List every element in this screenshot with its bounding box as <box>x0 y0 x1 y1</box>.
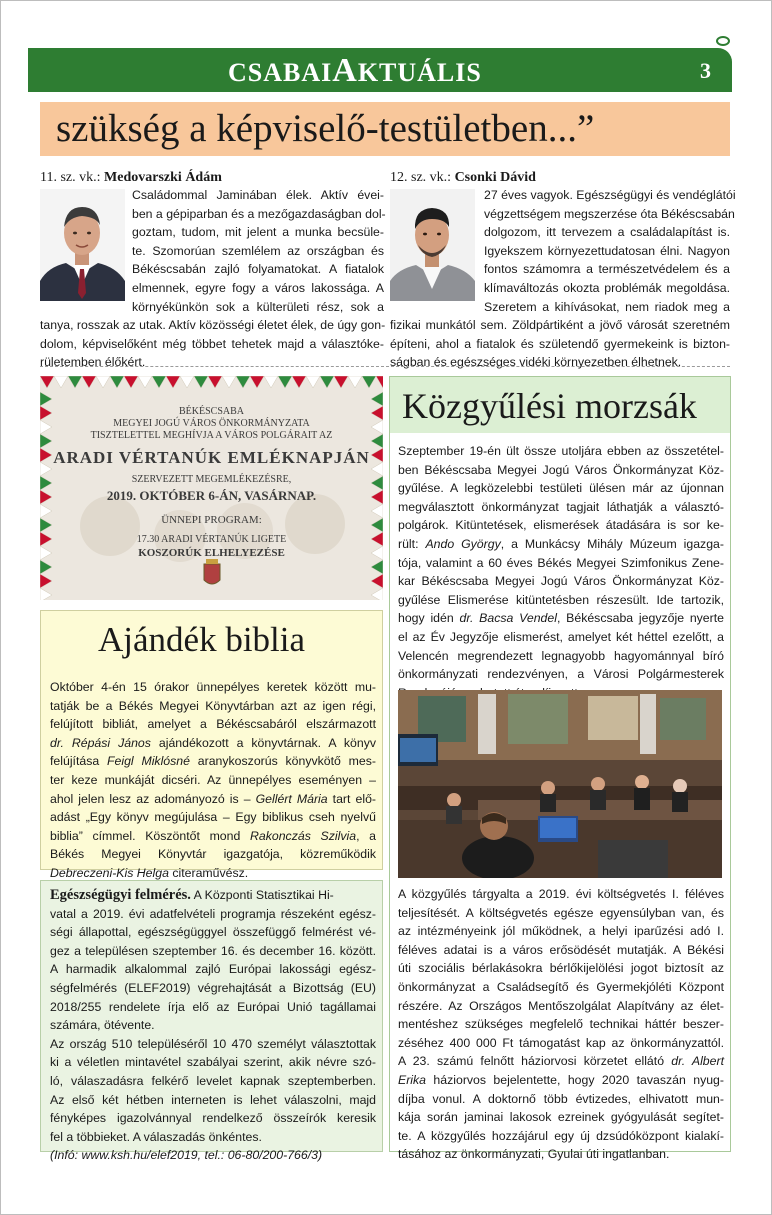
text-segment: biblia” címmel. Köszöntőt mond <box>50 828 251 843</box>
assembly-text-line <box>398 479 724 498</box>
assembly-text-line <box>398 1015 724 1034</box>
bible-text-line <box>50 715 376 734</box>
text-segment: , a Munkácsy Mihály Múzeum igazga- <box>500 536 724 551</box>
brand-big-rest: KTUÁLIS <box>357 58 482 87</box>
assembly-text-line <box>398 1052 724 1071</box>
bible-text-line <box>50 697 376 716</box>
text-segment: tója, valamint a 60 éves Békés Megyei Szimfonikus Zene- <box>398 555 724 570</box>
assembly-title: Közgyűlési morzsák <box>402 386 697 426</box>
survey-text-line: ló, válaszadásra felkérő levelet kapnak szeptemberben. <box>50 1073 376 1088</box>
text-segment: kar Békéscsaba Megyei Jogú Város Önkormányzat Köz- <box>398 574 724 589</box>
flag-triangle <box>82 376 96 388</box>
flag-triangle <box>40 574 52 588</box>
text-segment: aranykoszorús könyvkötő mes- <box>189 754 376 769</box>
flag-triangle <box>138 376 152 388</box>
flag-triangle <box>166 376 180 388</box>
person-name: Feigl Miklósné <box>107 754 190 769</box>
person-name: Gellért Mária <box>255 791 328 806</box>
survey-text-line: A harmadik alkalommal zajló Európai lakossági egész- <box>50 962 376 977</box>
candidate-2-bio-side <box>484 186 736 316</box>
assembly-text-bottom <box>398 885 724 1164</box>
bible-text-line <box>50 678 376 697</box>
bible-text-line <box>50 790 376 809</box>
assembly-text-line <box>398 609 724 628</box>
flag-triangle <box>292 376 306 388</box>
assembly-text-line <box>398 904 724 923</box>
text-segment: ben Békéscsaba Megyei Jogú Város Önkormányzat Köz- <box>398 462 724 477</box>
candidate-1-bio-line: tanya, rosszak az utak. Aktív közösségi életet élek, de úgy gon- <box>40 318 386 332</box>
section-divider <box>40 366 730 367</box>
person-name: Ando György <box>425 536 501 551</box>
flag-triangle <box>250 376 264 388</box>
flag-triangle <box>371 560 383 574</box>
invitation-date: 2019. OKTÓBER 6-ÁN, VASÁRNAP. <box>106 488 317 503</box>
survey-text-line: gez a településen szeptember 16. és december 16. között. <box>50 943 376 958</box>
text-segment: díjba vonul. A doktornő több évtizedes, elhivatott mun- <box>398 1091 724 1106</box>
candidate-2-bio-full <box>390 316 730 372</box>
text-segment: , a <box>356 828 376 843</box>
text-segment: teljesítését. A költségvetés egésze egyensúlyban van, és <box>398 905 724 920</box>
assembly-text-line <box>398 1090 724 1109</box>
text-segment: tart elő- <box>327 791 377 806</box>
flag-triangle <box>264 376 278 388</box>
invitation-program-label: ÜNNEPI PROGRAM: <box>161 514 262 526</box>
flag-triangle <box>371 574 383 588</box>
invitation-line4: SZERVEZETT MEGEMLÉKEZÉSRE, <box>131 474 292 485</box>
flag-triangle <box>96 376 110 388</box>
text-segment: féléves adatai is a város erősödését mutatják. A Békési <box>398 942 724 957</box>
invitation-line1: BÉKÉSCSABA <box>178 406 244 417</box>
text-segment: megválasztott önkormányzat tagjait láthatják a választó- <box>398 499 724 514</box>
candidate-2-bio-line: végzettségem megszerzése óta Békéscsabán <box>484 206 735 221</box>
text-segment: ter keze munkáját dicséri. Az ünnepélyes eseményen – <box>50 772 376 787</box>
flag-triangle <box>40 560 52 574</box>
assembly-text-line <box>398 535 724 554</box>
survey-text-line: 2018/255 rendelete írja elő az Európai Unió tagállamai <box>50 999 376 1014</box>
survey-text-line: ségi állapottal, egészségüggyel összefüggő felmérést vé- <box>50 925 376 940</box>
flag-triangle <box>124 376 138 388</box>
flag-triangle <box>236 376 250 388</box>
candidate-1-bio-side <box>132 186 384 316</box>
assembly-text-line <box>398 1145 724 1164</box>
flag-triangle <box>376 376 383 388</box>
candidate-1-bio-line: goztam, tudom, mit jelent a munka becsüle- <box>132 225 384 240</box>
bible-text <box>50 678 376 883</box>
flag-triangle <box>40 376 54 388</box>
invitation-line3: TISZTELETTEL MEGHÍVJA A VÁROS POLGÁRAIT AZ <box>90 430 333 441</box>
text-segment: Velencén megrendezett legnagyobb hagyománnyal bíró <box>398 648 724 663</box>
text-segment: , Békéscsaba jegyzője nyerte <box>556 611 724 626</box>
flag-triangle <box>40 588 52 600</box>
candidate-2-bio-line: Szeretem a kihívásokat, nem riadok meg a <box>484 299 730 314</box>
assembly-text-line <box>398 1108 724 1127</box>
text-segment: polgárok. Kitüntetések, elismerések átadására is sor ke- <box>398 518 724 533</box>
candidate-1-bio-line: dolom, képviselőként még többet tehetek majd a választóke- <box>40 336 384 351</box>
text-segment: A közgyűlés tárgyalta a 2019. évi költségvetés I. féléves <box>398 887 724 901</box>
invitation-line2: MEGYEI JOGÚ VÁROS ÖNKORMÁNYZATA <box>113 418 310 429</box>
invitation-title: ARADI VÉRTANÚK EMLÉKNAPJÁN <box>53 448 370 467</box>
person-name: Debreczeni-Kis Helga <box>50 865 169 880</box>
text-segment: tatják be a Békés Megyei Könyvtárban azt az igen régi, <box>50 698 376 713</box>
candidate-2-bio-line: fontos számomra a természetvédelem és a <box>484 262 730 277</box>
survey-text-line: ségfelmérés (ELEF2019) végrehajtását a Bizottság (EU) <box>50 980 376 995</box>
candidate-1-label <box>40 170 222 186</box>
candidate-1-name: Medovarszki Ádám <box>104 170 222 185</box>
assembly-text-line <box>398 978 724 997</box>
assembly-text-line <box>398 498 724 517</box>
assembly-text-line <box>398 554 724 573</box>
flag-triangle <box>278 376 292 388</box>
page-number: 3 <box>700 58 711 83</box>
flag-triangle <box>54 376 68 388</box>
candidate-1-bio-line: elmennek, egyre fogy a város lakossága. A <box>132 280 384 295</box>
assembly-text-line <box>398 959 724 978</box>
bible-text-line <box>50 845 376 864</box>
person-name: dr. Répási János <box>50 735 151 750</box>
candidate-1-bio-line: Családommal Jaminában élek. Aktív évei- <box>132 188 384 202</box>
assembly-text-line <box>398 997 724 1016</box>
flag-triangle <box>334 376 348 388</box>
brand-big-initial: A <box>332 52 358 89</box>
bible-text-line <box>50 734 376 753</box>
flag-triangle <box>362 376 376 388</box>
flag-triangle <box>180 376 194 388</box>
assembly-text-line <box>398 1127 724 1146</box>
assembly-text-line <box>398 922 724 941</box>
flag-triangle <box>68 376 82 388</box>
survey-body <box>50 905 376 1147</box>
assembly-text-line <box>398 941 724 960</box>
brand-small: CSABAI <box>228 58 333 87</box>
candidate-1-bio-line: környékünkön sok a külterületi rész, sok a <box>132 299 384 314</box>
flag-triangle <box>152 376 166 388</box>
text-segment: adást „Egy könyv megújulása – Egy biblikus cseh nyelvű <box>50 810 376 825</box>
bible-text-line <box>50 808 376 827</box>
text-segment: az intézményeink jól működnek, a helyi iparűzési adó I. <box>398 924 724 939</box>
assembly-text-line <box>398 1071 724 1090</box>
assembly-text-line <box>398 442 724 461</box>
flag-triangle <box>320 376 334 388</box>
survey-text-line: vatal a 2019. évi adatfelvételi programja részeként egész- <box>50 906 376 921</box>
text-segment: citeraművész. <box>168 865 249 880</box>
candidate-1-portrait <box>40 189 125 301</box>
person-name: Rakonczás Szilvia <box>250 828 357 843</box>
candidate-1-bio-line: ben a gépiparban és a mezőgazdaságban dol- <box>132 206 386 221</box>
masthead-title <box>228 52 482 90</box>
flag-triangle <box>40 392 52 406</box>
text-segment: felújított bibliát, amelyet a Békéscsabáról elszármazott <box>50 717 376 732</box>
assembly-text-line <box>398 591 724 610</box>
candidate-2-bio-line: építeni, ahol a fiatalok és születendő gyermekeink is bizton- <box>390 336 730 351</box>
assembly-text-line <box>398 885 724 904</box>
survey-text-line: fel a többieket. A válaszadás önkéntes. <box>50 1129 262 1144</box>
text-segment: A 23. számú felnőtt háziorvosi körzetet ellátó <box>398 1054 672 1069</box>
text-segment: önkormányzati rendezvényen, a Városi Polgármesterek <box>398 667 724 682</box>
candidate-2-bio-line: dolgozom, itt tervezem a családalapítást is. <box>484 225 730 240</box>
flag-triangle <box>348 376 362 388</box>
assembly-text-line <box>398 665 724 684</box>
candidate-1-bio-full <box>40 316 384 372</box>
flag-triangle <box>208 376 222 388</box>
survey-text-line: Az ország 510 településéről 10 470 személyt választottak <box>50 1036 376 1051</box>
text-segment: el az Év Jegyzője elismerést, amelyet két héttel ezelőtt, a <box>398 629 724 644</box>
candidate-2-bio-line: Igyekszem környezettudatosan élni. Nagyon <box>484 243 730 258</box>
text-segment: Békés Megyei Könyvtár igazgatója, közreműködik <box>50 847 376 862</box>
text-segment: zéséhez 400 000 Ft támogatást kap az önkormányzattól. <box>398 1035 724 1050</box>
survey-text <box>50 886 376 1165</box>
survey-text-line: ki a véletlen mintavétel szabályai szerint, akik névre szó- <box>50 1055 376 1070</box>
bible-title: Ajándék biblia <box>98 620 306 659</box>
assembly-text-line <box>398 628 724 647</box>
text-segment: felújítása <box>50 754 108 769</box>
invitation-program-item: 17.30 ARADI VÉRTANÚK LIGETE <box>136 534 287 545</box>
person-name: Erika <box>398 1072 427 1087</box>
candidate-2-bio-line: 27 éves vagyok. Egészségügyi és vendéglátói <box>484 188 736 202</box>
assembly-text-line <box>398 516 724 535</box>
assembly-text-line <box>398 461 724 480</box>
candidate-2-district: 12. sz. vk.: <box>390 170 452 185</box>
headline: szükség a képviselő-testületben...” <box>56 107 595 150</box>
survey-text-line: fényképes igazolvánnyal rendelkező összeírók keresik <box>50 1111 376 1126</box>
text-segment: te. A közgyűlés hozzájárul egy új dzsúdóközpont kialakí- <box>398 1128 724 1143</box>
candidate-1-bio-line: te. Szomorúan szemlélem az országban és <box>132 243 384 258</box>
invitation-program-event: KOSZORÚK ELHELYEZÉSE <box>138 547 285 559</box>
text-segment: Szeptember 19-én ült össze utoljára ebben az összetétel- <box>398 444 724 458</box>
text-segment: ahol jelen lesz az adományozó is – <box>50 791 256 806</box>
candidate-1-bio-line: Békéscsabán zajló folyamatokat. A fiatalok <box>132 262 384 277</box>
text-segment: önkormányzat a Családsegítő és Gyermekjóléti Központ <box>398 979 724 994</box>
flag-triangle <box>306 376 320 388</box>
text-segment: tásához az önkormányzati, Gyulai úti ingatlanban. <box>398 1147 670 1162</box>
text-segment: hogy idén <box>398 611 460 626</box>
candidate-2-bio-line: klímaváltozás okozta problémák megoldása. <box>484 280 730 295</box>
assembly-text-line <box>398 572 724 591</box>
text-segment: rült: <box>398 536 426 551</box>
bible-text-line <box>50 827 376 846</box>
assembly-text-top <box>398 442 724 702</box>
survey-title: Egészségügyi felmérés. <box>50 887 191 903</box>
text-segment: háziorvos bejelentette, hogy 2020 tavaszán nyug- <box>426 1072 724 1087</box>
bible-text-line <box>50 752 376 771</box>
invitation-poster <box>40 376 383 600</box>
survey-text-line: számára, ötévente. <box>50 1018 155 1033</box>
candidate-1-bio-line: rületemben élőkért. <box>40 355 146 370</box>
flag-triangle <box>222 376 236 388</box>
flag-triangle <box>194 376 208 388</box>
survey-text-line: Az első két hétben interneten is lehet válaszolni, majd <box>50 1092 376 1107</box>
candidate-1-district: 11. sz. vk.: <box>40 170 101 185</box>
text-segment: Október 4-én 15 órakor ünnepélyes keretek között mu- <box>50 680 376 694</box>
flag-triangle <box>371 588 383 600</box>
assembly-text-line <box>398 1034 724 1053</box>
survey-info: (Infó: www.ksh.hu/elef2019, tel.: 06-80/200-766/3) <box>50 1148 323 1163</box>
flag-triangle <box>371 392 383 406</box>
text-segment: mentéshez szükséges megfelelő technikai háttér beszer- <box>398 1017 724 1032</box>
text-segment: kája során jaminai lakosok ezreinek gyógyulását segítet- <box>398 1110 724 1125</box>
candidate-2-name: Csonki Dávid <box>454 170 536 185</box>
swirl-ornament-icon <box>716 36 730 46</box>
candidate-2-label <box>390 170 536 186</box>
assembly-text-line <box>398 647 724 666</box>
person-name: dr. Bacsa Vendel <box>459 611 557 626</box>
text-segment: úti szociális bérlakásokra bérlőkijelölési jogot biztosít az <box>398 961 724 976</box>
person-name: dr. Albert <box>671 1054 724 1069</box>
candidate-2-bio-line: ságban és egészséges vidéki környezetben élhetnek. <box>390 355 682 370</box>
text-segment: ajándékozott a könyvtárnak. A könyv <box>150 735 376 750</box>
bible-text-line <box>50 771 376 790</box>
assembly-meeting-photo <box>398 690 722 878</box>
text-segment: gyűlése Elismerése kitüntetésben részesült. Ide tartozik, <box>398 592 724 607</box>
survey-first-line: A Központi Statisztikai Hi- <box>190 888 334 902</box>
candidate-2-bio-line: fizikai munkától sem. Zöldpártiként a jövő városát szeretném <box>390 318 730 332</box>
flag-triangle <box>110 376 124 388</box>
text-segment: részére. Az Országos Mentőszolgálat Alapítvány az élet- <box>398 998 724 1013</box>
candidate-2-portrait <box>390 189 475 301</box>
text-segment: gyűlése. A legközelebbi testületi ülésen már az újonnan <box>398 481 724 496</box>
